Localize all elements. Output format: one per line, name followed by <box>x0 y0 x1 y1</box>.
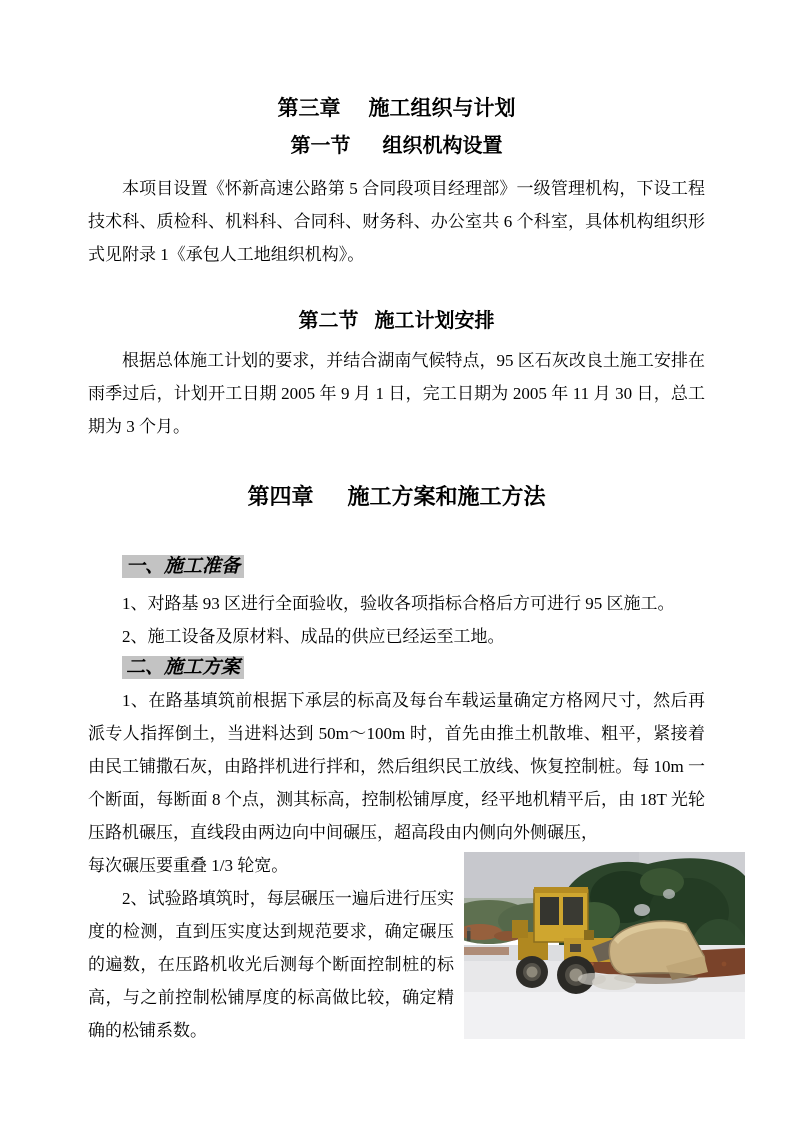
plan-paragraph-1-continued: 每次碾压要重叠 1/3 轮宽。 <box>88 856 289 875</box>
section-1-label: 第一节 <box>290 135 351 157</box>
section-2-title: 施工计划安排 <box>374 310 495 332</box>
section-1-title: 组织机构设置 <box>382 135 503 157</box>
plan-heading <box>88 654 705 682</box>
preparation-heading <box>88 553 705 581</box>
preparation-heading-text: 一、施工准备 <box>122 555 244 578</box>
section-2-paragraph: 根据总体施工计划的要求，并结合湖南气候特点，95 区石灰改良土施工安排在雨季过后，计划开工日期 2005 年 9 月 1 日，完工日期为 2005 年 11 月 30 日，总工期为 3 个月。 <box>88 351 705 436</box>
preparation-item-1: 1、对路基 93 区进行全面验收，验收各项指标合格后方可进行 95 区施工。 <box>122 594 675 613</box>
chapter-3-heading <box>88 94 705 124</box>
section-1-heading <box>88 132 705 160</box>
preparation-item-2: 2、施工设备及原材料、成品的供应已经运至工地。 <box>122 627 505 646</box>
plan-paragraph-2: 2、试验路填筑时，每层碾压一遍后进行压实度的检测，直到压实度达到规范要求，确定碾压的遍数，在压路机收光后测每个断面控制桩的标高，与之前控制松铺厚度的标高做比较，确定精确的松铺系数。 <box>88 889 454 1040</box>
chapter-4-title: 施工方案和施工方法 <box>347 484 546 509</box>
chapter-4-label: 第四章 <box>247 484 314 509</box>
section-1-paragraph: 本项目设置《怀新高速公路第 5 合同段项目经理部》一级管理机构，下设工程技术科、质检科、机料科、合同科、财务科、办公室共 6 个科室，具体机构组织形式见附录 1《承包人工地组织机构》。 <box>88 179 705 264</box>
plan-paragraph-1: 1、在路基填筑前根据下承层的标高及每台车载运量确定方格网尺寸，然后再派专人指挥倒土，当进料达到 50m～100m 时，首先由推土机散堆、粗平，紧接着由民工铺撒石灰，由路拌机进行拌和，然后组织民工放线、恢复控制桩。每 10m 一个断面，每断面 8 个点，测其标高，控制松铺厚度，经平地机精平后，由 18T 光轮压路机碾压，直线段由两边向中间碾压，超高段由内侧向外侧碾压， <box>88 691 705 842</box>
text-photo-wrap-region <box>88 849 705 1047</box>
construction-photo <box>464 852 745 1039</box>
chapter-4-heading <box>88 481 705 513</box>
chapter-3-title: 施工组织与计划 <box>368 97 516 120</box>
chapter-3-label: 第三章 <box>277 97 341 120</box>
section-2-heading <box>88 307 705 335</box>
plan-heading-text: 二、施工方案 <box>122 656 244 679</box>
section-2-label: 第二节 <box>298 310 359 332</box>
